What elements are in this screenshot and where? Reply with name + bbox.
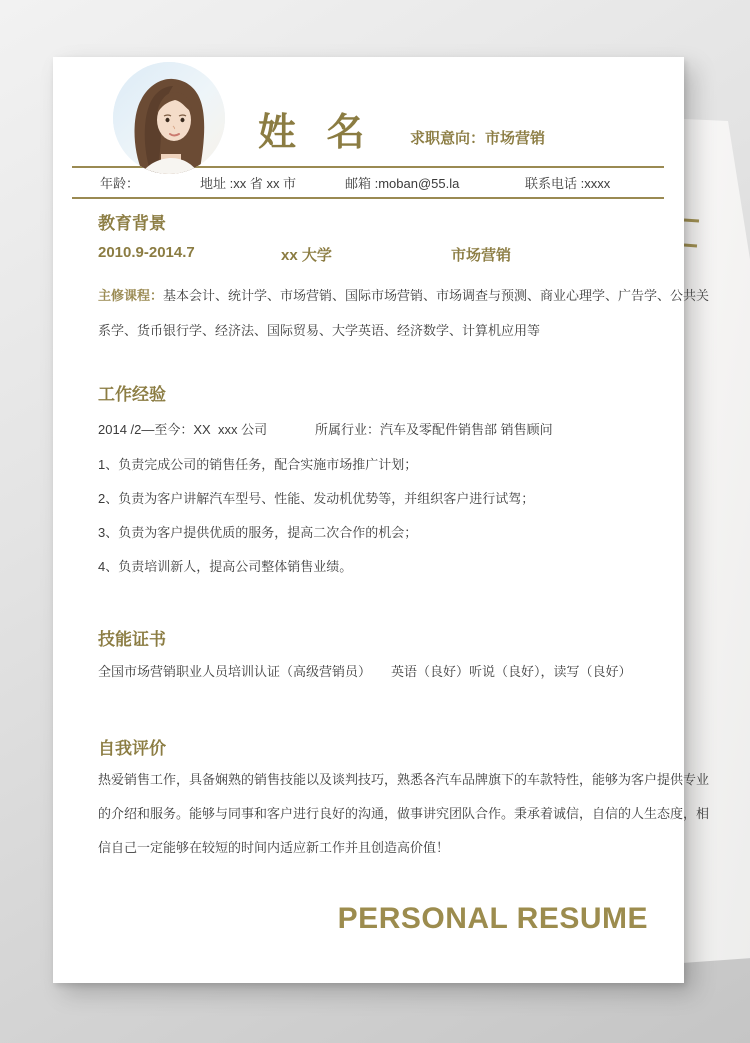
job-objective: 求职意向：市场营销 [410, 130, 546, 147]
courses-line-2: 系学、货币银行学、经济法、国际贸易、大学英语、经济数学、计算机应用等 [98, 323, 541, 338]
section-title-skills: 技能证书 [98, 630, 166, 649]
profile-photo [113, 62, 225, 174]
section-title-work: 工作经验 [98, 385, 166, 404]
skill-language: 英语（良好）听说（良好），读写（良好） [391, 664, 632, 679]
header-rule-bottom [72, 197, 664, 199]
skill-certificate: 全国市场营销职业人员培训认证（高级营销员） [98, 664, 372, 679]
courses-text-1: 基本会计、统计学、市场营销、国际市场营销、市场调查与预测、商业心理学、广告学、公共关 [163, 288, 710, 303]
work-duty-item: 1、负责完成公司的销售任务，配合实施市场推广计划； [98, 457, 418, 472]
work-industry: 所属行业：汽车及零配件销售部 销售顾问 [315, 422, 553, 437]
contact-address: 地址 :xx 省 xx 市 [200, 176, 297, 191]
work-company: xxx 公司 [218, 422, 268, 437]
contact-age: 年龄： [100, 176, 140, 191]
work-duty-item: 4、负责培训新人，提高公司整体销售业绩。 [98, 559, 353, 574]
evaluation-line: 的介绍和服务。能够与同事和客户进行良好的沟通，做事讲究团队合作。秉承着诚信，自信的人生态度，相 [98, 806, 710, 821]
contact-phone: 联系电话 :xxxx [525, 176, 611, 191]
personal-resume-watermark: PERSONAL RESUME [337, 902, 648, 935]
resume-page [53, 57, 710, 983]
education-school: xx 大学 [281, 247, 332, 264]
section-title-education: 教育背景 [98, 214, 166, 233]
education-major: 市场营销 [451, 247, 512, 264]
work-period: 2014 /2—至今：XX [98, 422, 211, 437]
education-period: 2010.9-2014.7 [98, 244, 195, 261]
courses-label: 主修课程： [98, 288, 164, 303]
contact-email: 邮箱 :moban@55.la [345, 176, 460, 191]
evaluation-line: 热爱销售工作，具备娴熟的销售技能以及谈判技巧，熟悉各汽车品牌旗下的车款特性，能够为客户提供专业 [98, 772, 710, 787]
work-duty-item: 2、负责为客户讲解汽车型号、性能、发动机优势等，并组织客户进行试驾； [98, 491, 535, 506]
work-duty-item: 3、负责为客户提供优质的服务，提高二次合作的机会； [98, 525, 418, 540]
candidate-name: 姓 名 [258, 112, 375, 154]
courses-line-1 [98, 285, 709, 304]
section-title-evaluation: 自我评价 [98, 739, 166, 758]
evaluation-line: 信自己一定能够在较短的时间内适应新工作并且创造高价值！ [98, 840, 450, 855]
avatar-illustration [113, 62, 225, 174]
